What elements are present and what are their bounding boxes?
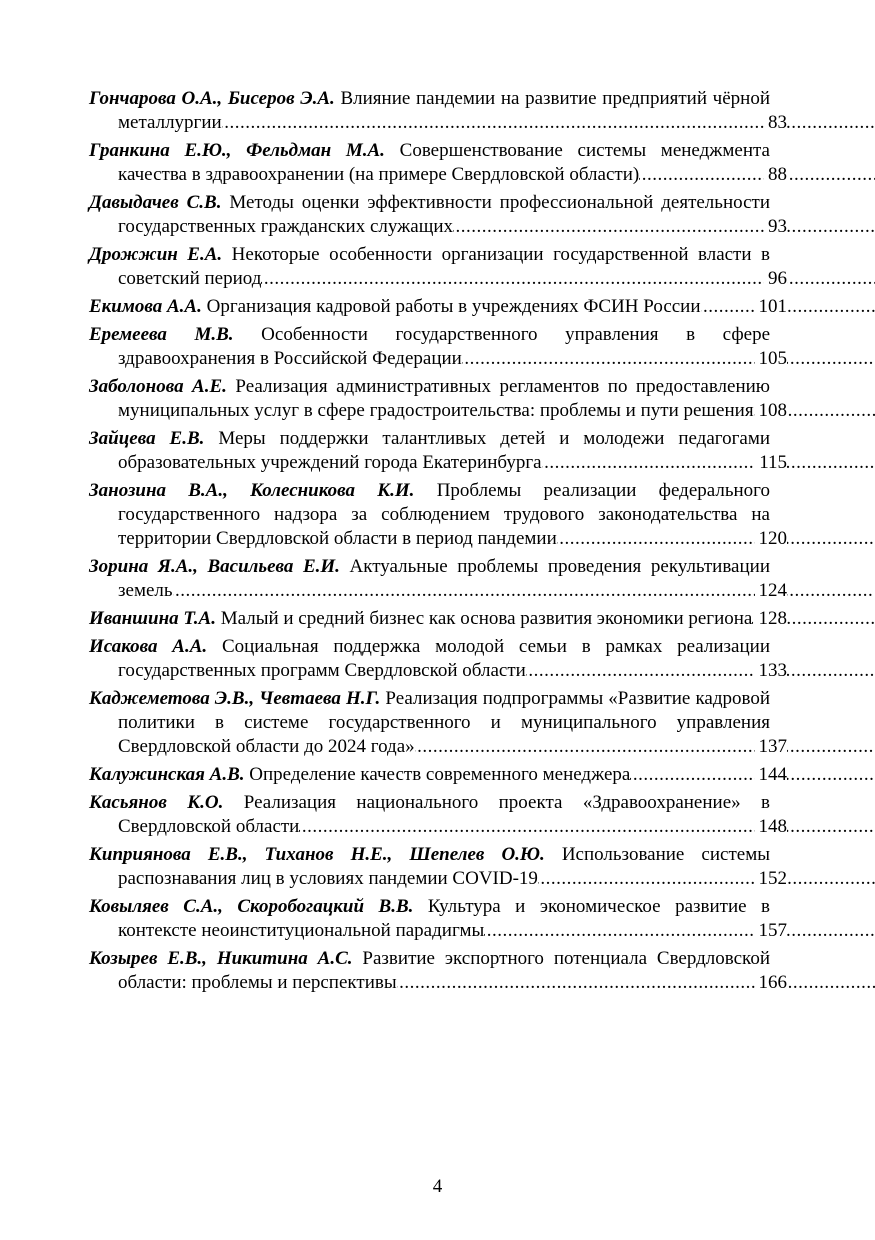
dot-leader: [526, 659, 875, 683]
toc-entry-page: 93: [764, 215, 787, 239]
toc-entry: [89, 763, 787, 787]
toc-entry-text: [89, 191, 770, 239]
toc-entry-authors: Заболонова А.Е.: [89, 376, 227, 397]
toc-entry-authors: Давыдачев С.В.: [89, 192, 222, 213]
toc-entry-authors: Киприянова Е.В., Тиханов Н.Е., Шепелев О.Ю.: [89, 844, 545, 865]
toc-entry-title: Определение качеств современного менеджера: [249, 764, 631, 785]
dot-leader: [542, 451, 875, 475]
toc-entry-title: Актуальные проблемы проведения рекультивации земель: [118, 556, 770, 601]
toc-entry-text: [89, 87, 770, 135]
toc-entry: [89, 295, 787, 319]
toc-entry-text: [89, 763, 770, 787]
toc-entry-page: 124: [755, 579, 788, 603]
dot-leader: [299, 815, 875, 839]
toc-entry-text: [89, 295, 770, 319]
dot-leader: [397, 971, 875, 995]
toc-entry: [89, 635, 787, 683]
toc-entry-page: 144: [755, 763, 788, 787]
toc-entry-page: 157: [755, 919, 788, 943]
toc-entry-authors: Зорина Я.А., Васильева Е.И.: [89, 556, 340, 577]
toc-entry-authors: Козырев Е.В., Никитина А.С.: [89, 948, 353, 969]
toc-entry-title: Совершенствование системы менеджмента качества в здравоохранении (на примере Свердловской области): [118, 140, 770, 185]
toc-entry-title: Культура и экономическое развитие в контексте неоинституциональной парадигмы: [118, 896, 771, 941]
toc-entry-page: 108: [755, 399, 788, 423]
toc-entry-title: Методы оценки эффективности профессиональной деятельности государственных гражданских служащих: [118, 192, 770, 237]
toc-entry-page: 152: [755, 867, 788, 891]
toc-entry: [89, 243, 787, 291]
toc-entry: [89, 87, 787, 135]
toc-entry: [89, 323, 787, 371]
dot-leader: [630, 763, 875, 787]
toc-entry: [89, 139, 787, 187]
toc-entry-authors: Калужинская А.В.: [89, 764, 245, 785]
toc-entry-text: [89, 479, 770, 551]
toc-entry-text: [89, 427, 770, 475]
toc-entry-text: [89, 607, 770, 631]
toc-entry: [89, 947, 787, 995]
page-number: 4: [432, 1176, 443, 1197]
dot-leader: [701, 295, 875, 319]
dot-leader: [639, 163, 875, 187]
toc-entry-page: 166: [755, 971, 788, 995]
toc-entry-authors: Гранкина Е.Ю., Фельдман М.А.: [89, 140, 385, 161]
toc-entry-title: Развитие экспортного потенциала Свердловской области: проблемы и перспективы: [118, 948, 770, 993]
toc-entry-title: Малый и средний бизнес как основа развития экономики региона: [220, 608, 753, 629]
toc-entry-title: Использование системы распознавания лиц в условиях пандемии COVID-19: [118, 844, 770, 889]
toc-entry-page: 88: [764, 163, 787, 187]
toc-entry-title: Меры поддержки талантливых детей и молодежи педагогами образовательных учреждений города Екатеринбурга: [118, 428, 771, 473]
toc-entry-authors: Екимова А.А.: [89, 296, 202, 317]
toc-entry-authors: Зайцева Е.В.: [89, 428, 205, 449]
toc-entry-authors: Гончарова О.А., Бисеров Э.А.: [89, 88, 335, 109]
toc-entry-authors: Дрожжин Е.А.: [89, 244, 223, 265]
toc-entry-text: [89, 843, 770, 891]
toc-entry-authors: Ковыляев С.А., Скоробогацкий В.В.: [89, 896, 414, 917]
toc-entry-authors: Иваншина Т.А.: [89, 608, 216, 629]
toc-entry: [89, 479, 787, 551]
toc-entry-page: 120: [755, 527, 788, 551]
toc-entry-text: [89, 947, 770, 995]
toc-entry: [89, 607, 787, 631]
toc-entry-text: [89, 791, 770, 839]
toc-entry: [89, 687, 787, 759]
toc-entry-text: [89, 895, 770, 943]
dot-leader: [557, 527, 875, 551]
toc-entry-title: Организация кадровой работы в учреждениях ФСИН России: [206, 296, 701, 317]
toc-entry-text: [89, 555, 770, 603]
toc-entry-page: 137: [755, 735, 788, 759]
toc-entry-title: Особенности государственного управления в сфере здравоохранения в Российской Федерации: [118, 324, 771, 369]
toc-entry-authors: Занозина В.А., Колесникова К.И.: [89, 480, 415, 501]
toc-entry: [89, 427, 787, 475]
toc-entry-page: 105: [755, 347, 788, 371]
toc-entry-page: 133: [755, 659, 788, 683]
dot-leader: [484, 919, 875, 943]
toc-entry-title: Реализация подпрограммы «Развитие кадровой политики в системе государственного и муниципального управления Свердловской области до 2024 года»: [118, 688, 770, 757]
toc-entry-title: Проблемы реализации федерального государственного надзора за соблюдением трудового законодательства на территории Свердловской области в период пандемии: [118, 480, 770, 549]
toc-entry-text: [89, 323, 770, 371]
toc-entry-authors: Исакова А.А.: [89, 636, 208, 657]
toc-entry-title: Социальная поддержка молодой семьи в рамках реализации государственных программ Свердловской области: [118, 636, 770, 681]
toc-entry: [89, 895, 787, 943]
toc-entry-title: Реализация национального проекта «Здравоохранение» в Свердловской области: [118, 792, 771, 837]
toc-entry-title: Некоторые особенности организации государственной власти в советский период: [118, 244, 771, 289]
toc-entry-text: [89, 687, 770, 759]
toc-entry-page: 148: [755, 815, 788, 839]
dot-leader: [538, 867, 875, 891]
toc-entry: [89, 843, 787, 891]
toc-entry: [89, 555, 787, 603]
toc-entry-page: 96: [764, 267, 787, 291]
toc-entry-text: [89, 139, 770, 187]
toc-entry: [89, 791, 787, 839]
table-of-contents: [89, 87, 787, 999]
toc-entry-title: Реализация административных регламентов по предоставлению муниципальных услуг в сфере градостроительства: проблемы и пути решения: [118, 376, 770, 421]
toc-entry-page: 128: [755, 607, 788, 631]
toc-entry-text: [89, 243, 770, 291]
toc-entry-title: Влияние пандемии на развитие предприятий чёрной металлургии: [118, 88, 770, 133]
dot-leader: [415, 735, 875, 759]
toc-entry-text: [89, 375, 770, 423]
toc-entry-authors: Каджеметова Э.В., Чевтаева Н.Г.: [89, 688, 381, 709]
toc-entry-page: 101: [755, 295, 788, 319]
toc-entry-text: [89, 635, 770, 683]
dot-leader: [462, 347, 875, 371]
toc-entry-page: 83: [764, 111, 787, 135]
toc-entry-authors: Касьянов К.О.: [89, 792, 224, 813]
toc-entry: [89, 191, 787, 239]
dot-leader: [453, 215, 875, 239]
toc-entry-authors: Еремеева М.В.: [89, 324, 234, 345]
toc-entry: [89, 375, 787, 423]
toc-entry-page: 115: [755, 451, 787, 475]
